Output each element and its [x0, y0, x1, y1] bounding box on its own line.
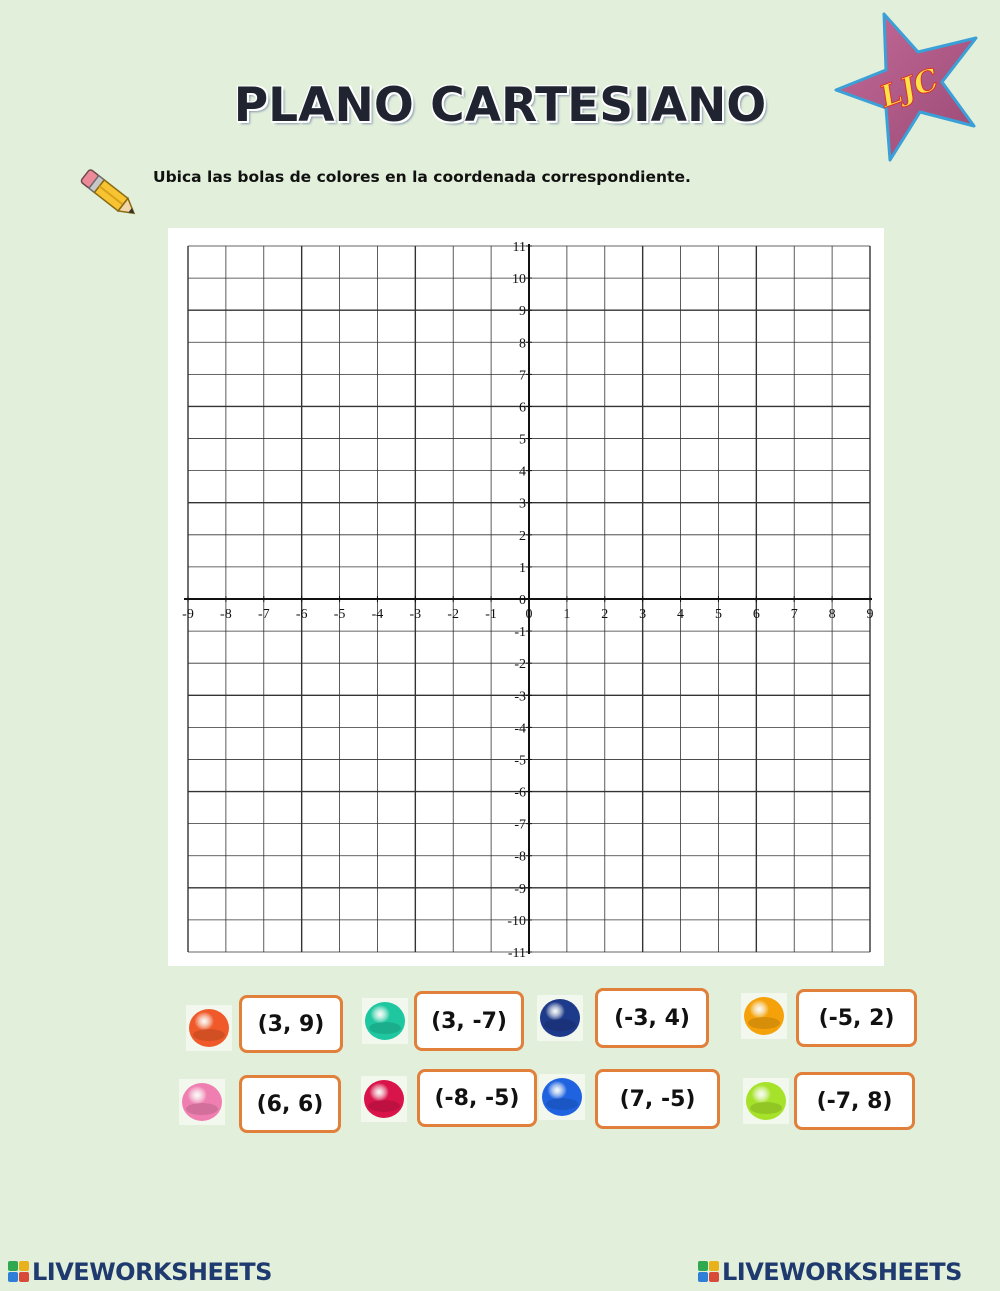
x-tick-label: 3 [639, 607, 647, 622]
y-tick-label: -7 [514, 817, 526, 833]
x-tick-label: 6 [752, 607, 760, 622]
y-tick-label: 8 [519, 336, 526, 352]
y-tick-label: 5 [519, 432, 526, 448]
coordinate-box[interactable] [595, 1069, 720, 1129]
x-tick-label: -7 [257, 607, 270, 622]
x-tick-label: -8 [220, 607, 232, 622]
x-tick-label: 1 [563, 607, 571, 622]
color-ball[interactable] [743, 1078, 789, 1124]
coordinate-label: (-7, 8) [816, 1088, 893, 1114]
x-tick-label: -2 [447, 607, 460, 622]
coordinate-box[interactable] [239, 1075, 341, 1133]
coordinate-label: (-5, 2) [818, 1005, 895, 1031]
coordinate-label: (3, -7) [431, 1008, 507, 1034]
pencil-icon [76, 164, 142, 226]
footer-brand-right [698, 1257, 962, 1287]
coordinate-label: (7, -5) [619, 1086, 696, 1112]
x-tick-label: -4 [371, 607, 384, 622]
color-ball[interactable] [186, 1005, 232, 1051]
color-ball[interactable] [361, 1076, 407, 1122]
y-tick-label: 10 [512, 272, 526, 288]
x-tick-label: 7 [790, 607, 798, 622]
footer-right-text: LIVEWORKSHEETS [722, 1258, 962, 1286]
y-tick-label: 3 [519, 496, 526, 512]
x-tick-label: -3 [409, 607, 422, 622]
ljc-star-badge [832, 8, 982, 163]
y-tick-label: 0 [519, 593, 526, 608]
instruction-text [153, 168, 691, 186]
instruction-body: Ubica las bolas de colores en la coordenada correspondiente [153, 168, 685, 186]
color-ball[interactable] [741, 993, 787, 1039]
x-tick-label: 2 [601, 607, 609, 622]
coordinate-box[interactable] [595, 988, 709, 1048]
coordinate-box[interactable] [794, 1072, 915, 1130]
x-tick-label: -6 [295, 607, 308, 622]
y-tick-label: 11 [512, 240, 526, 255]
liveworksheets-logo-icon [698, 1260, 720, 1284]
color-ball[interactable] [179, 1079, 225, 1125]
coordinate-box[interactable] [796, 989, 917, 1047]
y-tick-label: -2 [514, 657, 526, 673]
y-tick-label: -3 [514, 689, 526, 705]
footer-brand-left [8, 1257, 272, 1287]
y-tick-label: -5 [514, 753, 526, 769]
x-tick-label: 0 [525, 607, 533, 622]
y-tick-label: -1 [514, 625, 526, 641]
y-tick-label: -4 [514, 721, 526, 737]
cartesian-plane [168, 228, 884, 966]
page-title: PLANO CARTESIANO [233, 78, 767, 133]
cartesian-grid [168, 228, 884, 966]
y-tick-label: 7 [519, 368, 526, 384]
coordinate-box[interactable] [239, 995, 343, 1053]
y-tick-label: 6 [519, 400, 526, 416]
y-tick-label: -6 [514, 785, 526, 801]
color-ball[interactable] [537, 995, 583, 1041]
y-tick-label: -11 [507, 946, 526, 961]
y-tick-label: -9 [514, 881, 526, 897]
x-tick-label: -5 [333, 607, 346, 622]
color-ball[interactable] [539, 1074, 585, 1120]
x-tick-label: -1 [485, 607, 497, 622]
y-tick-label: 2 [519, 528, 526, 544]
coordinate-label: (3, 9) [257, 1011, 325, 1037]
color-ball[interactable] [362, 998, 408, 1044]
y-tick-label: 1 [519, 560, 526, 576]
coordinate-box[interactable] [414, 991, 524, 1051]
y-tick-label: -8 [514, 849, 526, 865]
liveworksheets-logo-icon [8, 1260, 30, 1284]
coordinate-label: (-3, 4) [614, 1005, 690, 1031]
x-tick-label: -9 [182, 607, 194, 622]
y-tick-label: 4 [519, 464, 526, 480]
footer-left-text: LIVEWORKSHEETS [32, 1258, 272, 1286]
coordinate-label: (-8, -5) [434, 1085, 520, 1111]
coordinate-box[interactable] [417, 1069, 537, 1127]
badge-text: LJC [875, 62, 944, 116]
x-tick-label: 4 [677, 607, 685, 622]
x-tick-label: 9 [866, 607, 874, 622]
instruction-period: . [684, 168, 691, 186]
y-tick-label: 9 [519, 304, 526, 320]
x-tick-label: 5 [714, 607, 722, 622]
coordinate-label: (6, 6) [256, 1091, 324, 1117]
y-tick-label: -10 [507, 913, 526, 929]
x-tick-label: 8 [828, 607, 836, 622]
